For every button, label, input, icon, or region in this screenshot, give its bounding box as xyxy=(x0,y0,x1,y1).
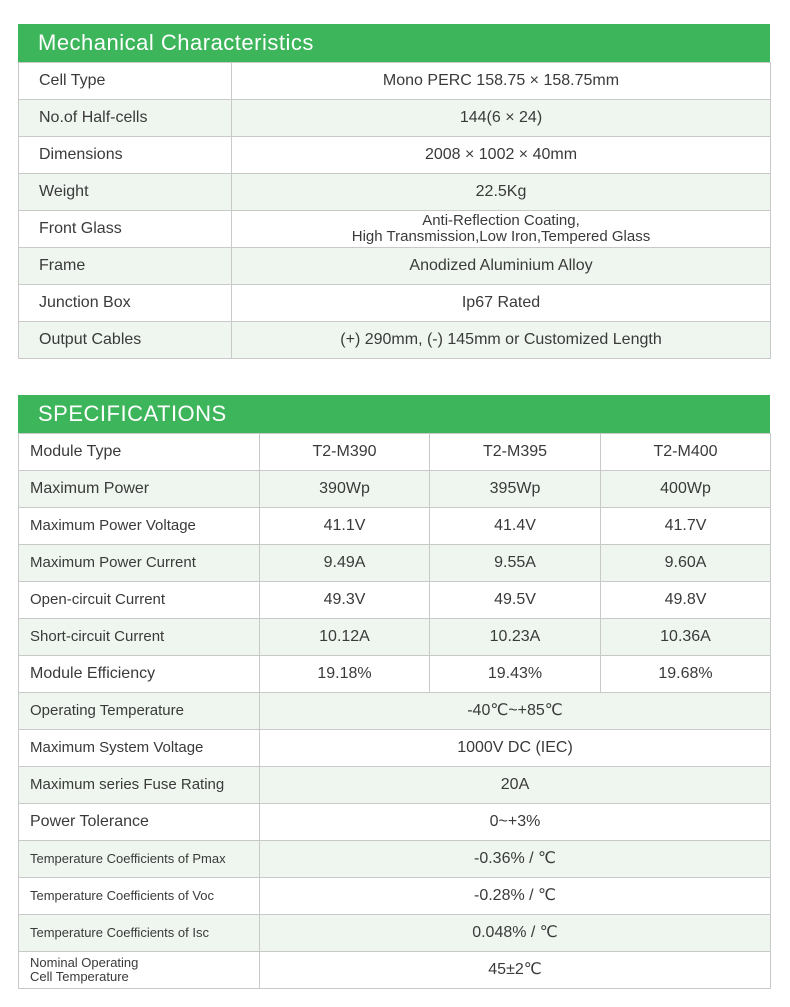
row-value: 144(6 × 24) xyxy=(232,100,771,137)
row-value xyxy=(232,211,771,248)
cell-value: 9.49A xyxy=(260,545,430,582)
table-row xyxy=(19,248,771,285)
cell-value: 0.048% / ℃ xyxy=(260,915,771,952)
cell-value: 9.60A xyxy=(601,545,771,582)
row-value: Ip67 Rated xyxy=(232,285,771,322)
table-row xyxy=(19,545,771,582)
row-value: Mono PERC 158.75 × 158.75mm xyxy=(232,63,771,100)
row-label: Open-circuit Current xyxy=(19,582,260,619)
row-label: Operating Temperature xyxy=(19,693,260,730)
cell-value: 19.43% xyxy=(430,656,601,693)
table-row xyxy=(19,100,771,137)
table-row xyxy=(19,804,771,841)
row-value: Anodized Aluminium Alloy xyxy=(232,248,771,285)
cell-value: 20A xyxy=(260,767,771,804)
row-label: Maximum series Fuse Rating xyxy=(19,767,260,804)
row-label: Power Tolerance xyxy=(19,804,260,841)
table-row xyxy=(19,915,771,952)
cell-value: 45±2℃ xyxy=(260,952,771,989)
cell-value: -0.28% / ℃ xyxy=(260,878,771,915)
cell-value: 1000V DC (IEC) xyxy=(260,730,771,767)
row-label: Maximum System Voltage xyxy=(19,730,260,767)
row-label: Dimensions xyxy=(19,137,232,174)
row-label: Temperature Coefficients of Isc xyxy=(19,915,260,952)
table-row xyxy=(19,841,771,878)
row-label: Junction Box xyxy=(19,285,232,322)
row-label: Frame xyxy=(19,248,232,285)
cell-value: 19.68% xyxy=(601,656,771,693)
model-header: T2-M390 xyxy=(260,434,430,471)
module-type-label: Module Type xyxy=(19,434,260,471)
cell-value: 41.7V xyxy=(601,508,771,545)
mechanical-characteristics-table xyxy=(18,24,770,359)
table-row xyxy=(19,582,771,619)
mechanical-title: Mechanical Characteristics xyxy=(18,24,770,62)
table-row xyxy=(19,619,771,656)
model-header: T2-M395 xyxy=(430,434,601,471)
cell-value: 49.8V xyxy=(601,582,771,619)
label-line: Nominal Operating xyxy=(30,955,139,971)
cell-value: 41.4V xyxy=(430,508,601,545)
cell-value: 10.12A xyxy=(260,619,430,656)
table-row xyxy=(19,508,771,545)
cell-value: 400Wp xyxy=(601,471,771,508)
model-header: T2-M400 xyxy=(601,434,771,471)
cell-value: 41.1V xyxy=(260,508,430,545)
table-row xyxy=(19,878,771,915)
table-row xyxy=(19,471,771,508)
row-label: No.of Half-cells xyxy=(19,100,232,137)
table-row xyxy=(19,285,771,322)
row-label: Weight xyxy=(19,174,232,211)
table-header-row xyxy=(19,434,771,471)
table-row xyxy=(19,211,771,248)
row-label: Temperature Coefficients of Pmax xyxy=(19,841,260,878)
cell-value: 49.5V xyxy=(430,582,601,619)
row-label: Module Efficiency xyxy=(19,656,260,693)
row-label: Temperature Coefficients of Voc xyxy=(19,878,260,915)
row-label: Maximum Power Voltage xyxy=(19,508,260,545)
table-row xyxy=(19,767,771,804)
cell-value: 0~+3% xyxy=(260,804,771,841)
row-label: Front Glass xyxy=(19,211,232,248)
label-line: Cell Temperature xyxy=(30,969,129,984)
value-line: Anti-Reflection Coating, xyxy=(422,212,580,230)
table-row xyxy=(19,174,771,211)
mechanical-table xyxy=(18,62,771,359)
table-row xyxy=(19,730,771,767)
cell-value: -0.36% / ℃ xyxy=(260,841,771,878)
specifications-grid xyxy=(18,433,771,989)
row-value: 22.5Kg xyxy=(232,174,771,211)
cell-value: 390Wp xyxy=(260,471,430,508)
row-label xyxy=(19,952,260,989)
cell-value: 19.18% xyxy=(260,656,430,693)
row-value: 2008 × 1002 × 40mm xyxy=(232,137,771,174)
row-value: (+) 290mm, (-) 145mm or Customized Length xyxy=(232,322,771,359)
table-row xyxy=(19,656,771,693)
table-row xyxy=(19,952,771,989)
cell-value: 9.55A xyxy=(430,545,601,582)
row-label: Output Cables xyxy=(19,322,232,359)
cell-value: 10.23A xyxy=(430,619,601,656)
cell-value: 49.3V xyxy=(260,582,430,619)
cell-value: -40℃~+85℃ xyxy=(260,693,771,730)
row-label: Maximum Power xyxy=(19,471,260,508)
cell-value: 395Wp xyxy=(430,471,601,508)
cell-value: 10.36A xyxy=(601,619,771,656)
specifications-title: SPECIFICATIONS xyxy=(18,395,770,433)
row-label: Maximum Power Current xyxy=(19,545,260,582)
table-row xyxy=(19,137,771,174)
value-line: High Transmission,Low Iron,Tempered Glass xyxy=(351,228,651,245)
row-label: Short-circuit Current xyxy=(19,619,260,656)
table-row xyxy=(19,322,771,359)
row-label: Cell Type xyxy=(19,63,232,100)
table-row xyxy=(19,63,771,100)
table-row xyxy=(19,693,771,730)
specifications-table xyxy=(18,395,770,989)
